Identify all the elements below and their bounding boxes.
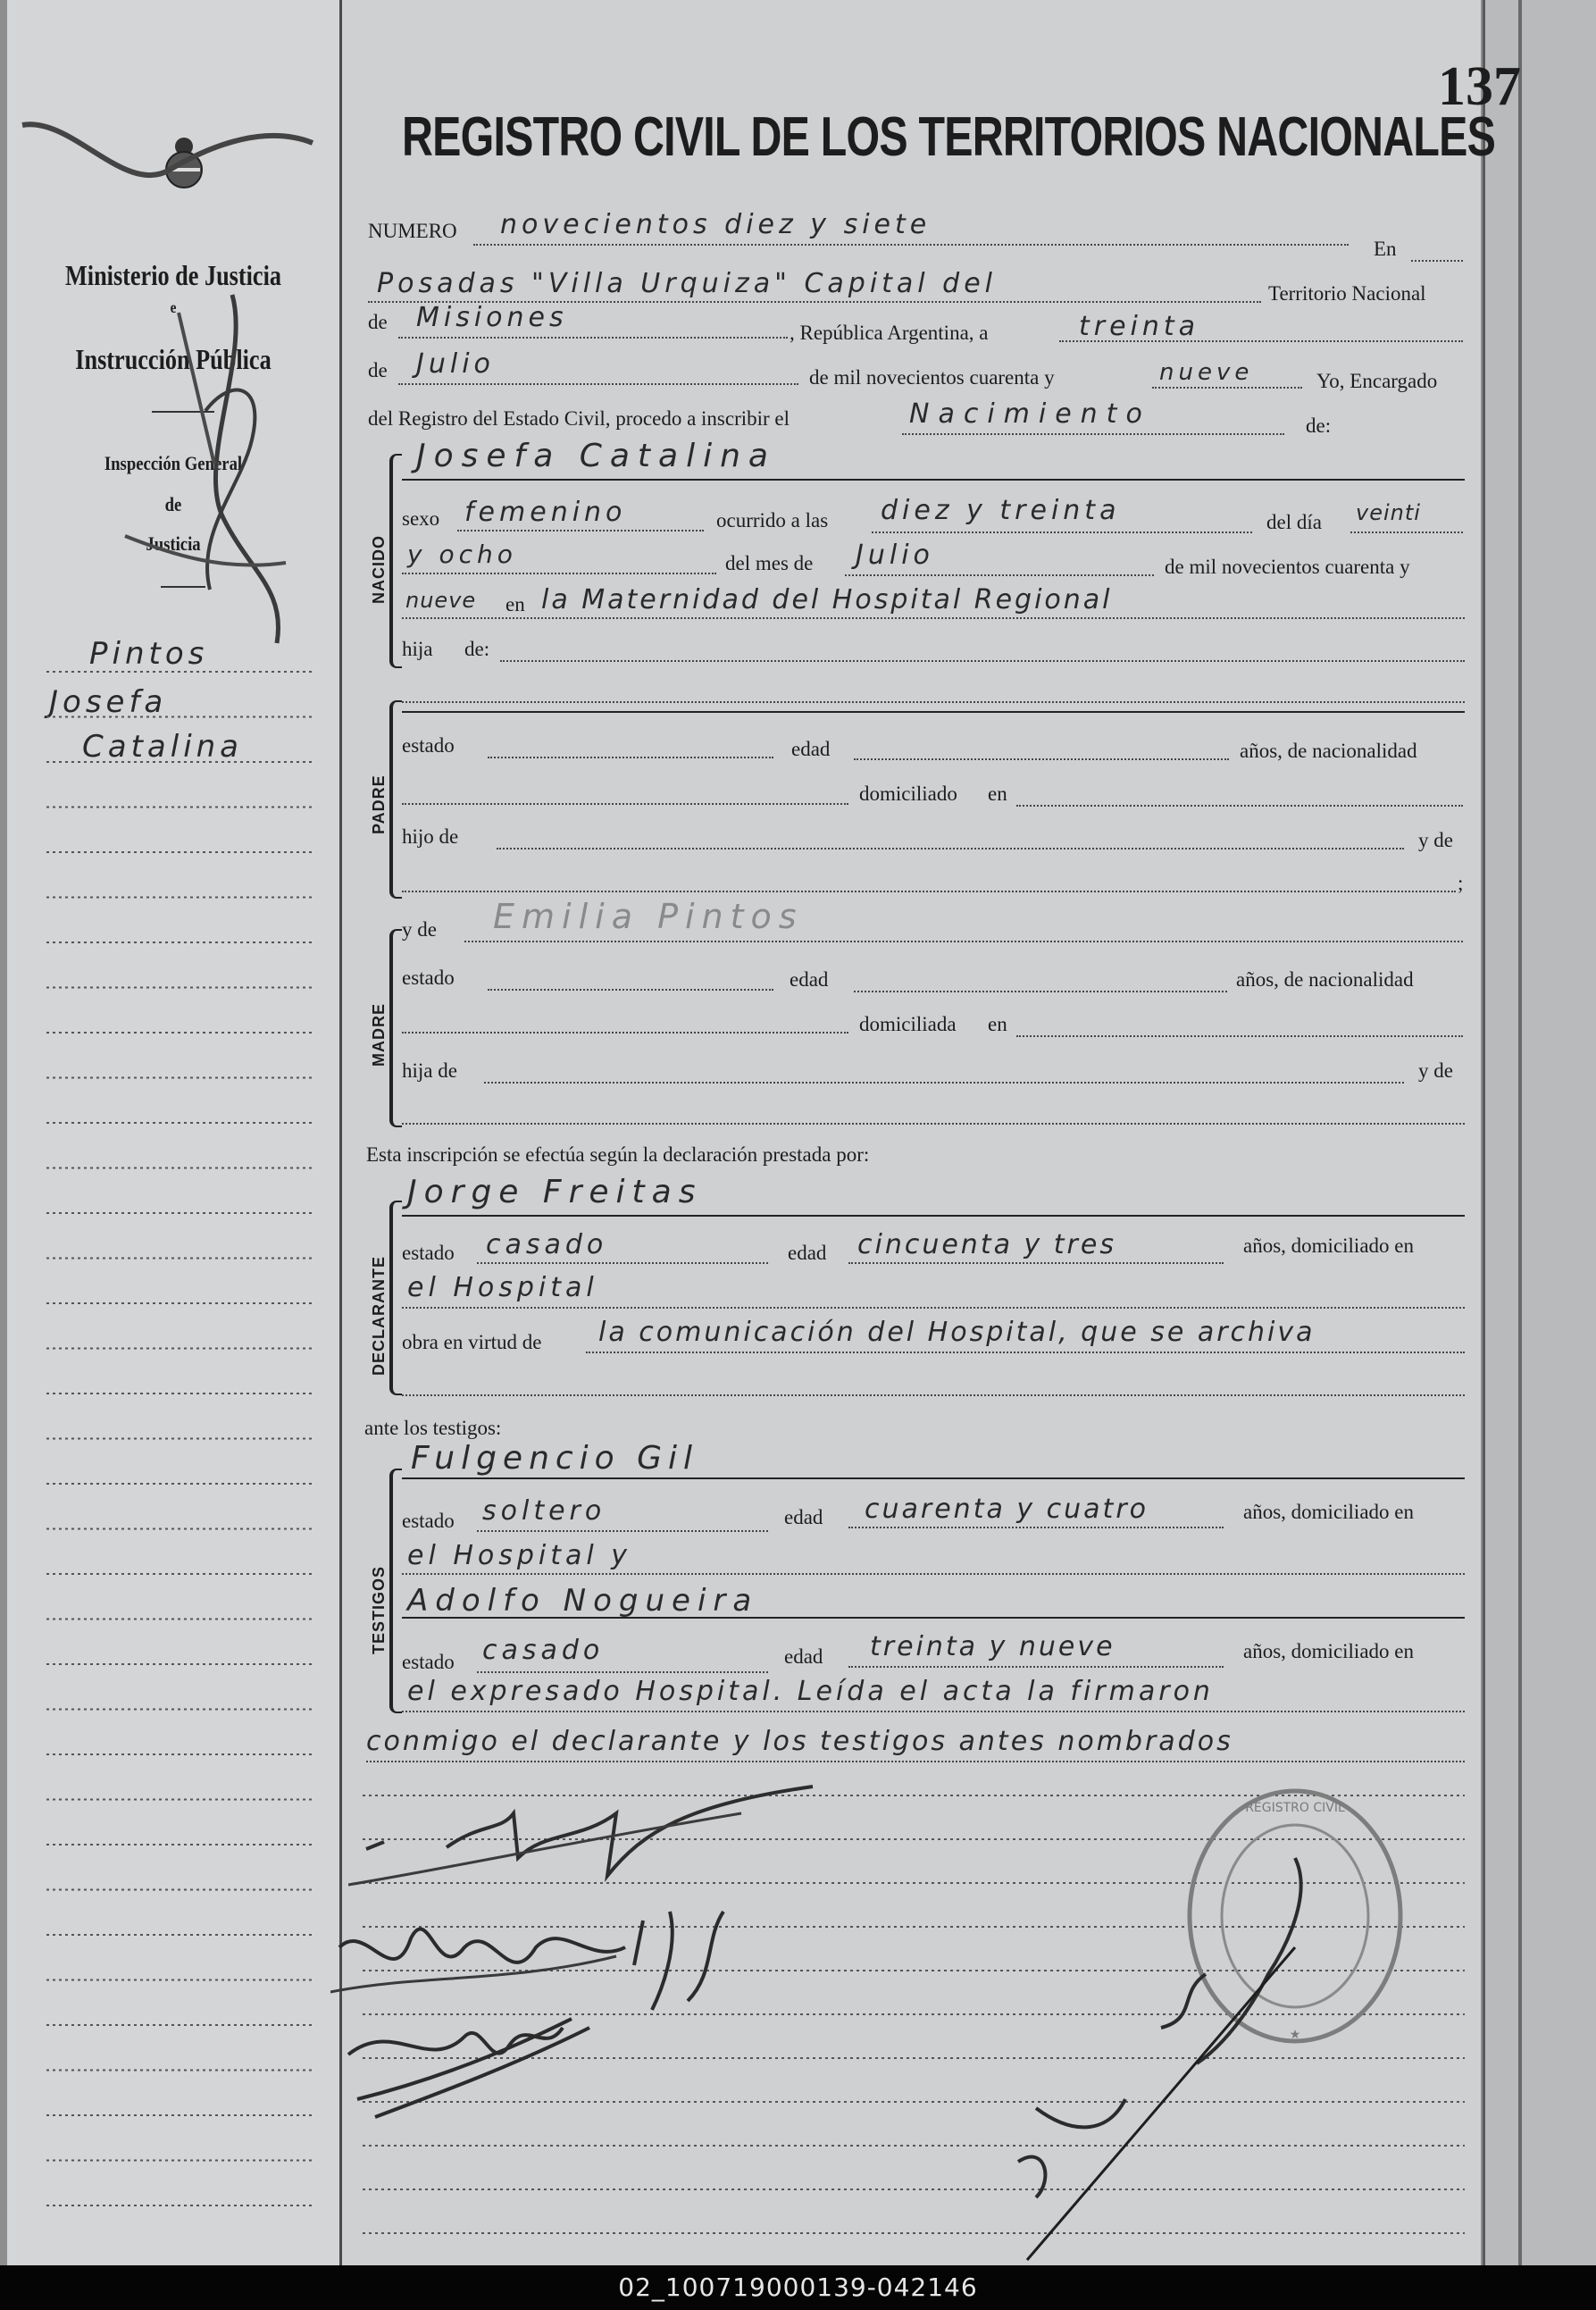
madre-estado-dots <box>488 988 773 991</box>
declarante-edad-label: edad <box>788 1242 827 1264</box>
stub-ministry-line2: Instrucción Pública <box>75 343 272 375</box>
nacido-name-value: Josefa Catalina <box>416 438 776 474</box>
stub-ministry-and: e <box>170 298 177 316</box>
padre-edad-dots <box>854 757 1229 760</box>
padre-dom-dots <box>402 802 848 805</box>
page-title: REGISTRO CIVIL DE LOS TERRITORIOS NACIONALES <box>402 106 1496 168</box>
padre-hijo-dots <box>497 847 1404 850</box>
de3-label: de: <box>1306 414 1332 437</box>
padre-bracket <box>389 700 402 899</box>
testigo2-estado-label: estado <box>402 1651 455 1673</box>
place-value: Posadas "Villa Urquiza" Capital del <box>377 268 998 299</box>
declarante-obra-dots <box>586 1351 1465 1353</box>
padre-edad-label: edad <box>791 738 831 760</box>
testigos-intro: ante los testigos: <box>364 1417 502 1439</box>
padre-estado-label: estado <box>402 734 455 757</box>
testigo1-edad-label: edad <box>784 1506 823 1528</box>
stub-margin-name-1: Pintos <box>89 636 209 672</box>
nacido-place-value: la Maternidad del Hospital Regional <box>541 584 1113 615</box>
nacido-day-value-a: veinti <box>1356 500 1421 525</box>
sexo-dots <box>457 529 704 531</box>
testigo2-edad-value: treinta y nueve <box>870 1631 1116 1662</box>
stub-inspection-line2: de <box>164 493 182 515</box>
de2-label: de <box>368 359 388 381</box>
testigo1-anos-label: años, domiciliado en <box>1243 1501 1414 1523</box>
madre-estado-label: estado <box>402 967 455 989</box>
testigo1-domicilio-value: el Hospital y <box>407 1540 632 1571</box>
padre-domiciliado-label: domiciliado <box>859 783 957 805</box>
madre-domiciliada-label: domiciliada <box>859 1013 957 1035</box>
padre-section-label: PADRE <box>370 774 388 834</box>
testigo1-edad-dots <box>848 1526 1224 1528</box>
month-dots <box>398 382 798 385</box>
nacido-rule-2 <box>402 711 1465 713</box>
declarante-anos-label: años, domiciliado en <box>1243 1235 1414 1257</box>
act-type-value: Nacimiento <box>909 398 1151 430</box>
barcode-text: 02_100719000139-042146 <box>618 2272 978 2302</box>
sexo-label: sexo <box>402 507 440 530</box>
testigo1-estado-value: soltero <box>482 1495 606 1527</box>
testigo2-estado-dots <box>477 1670 768 1673</box>
territory-dots <box>398 336 788 339</box>
nacido-day-value-b: y ocho <box>407 540 517 569</box>
madre-hija-label: hija de <box>402 1059 457 1082</box>
declarante-name-value: Jorge Freitas <box>407 1174 703 1210</box>
declarante-bracket <box>389 1201 402 1395</box>
nacido-rule-1 <box>402 479 1465 481</box>
hour-dots <box>872 531 1252 533</box>
declarante-last-dots <box>402 1394 1465 1396</box>
testigo2-dom-dots <box>402 1710 1465 1712</box>
de-label: de <box>368 311 388 333</box>
month-value: Julio <box>416 348 495 380</box>
madre-y-de-label: y de <box>402 918 437 941</box>
declarante-edad-dots <box>848 1261 1224 1264</box>
madre-name-dots <box>464 940 1463 942</box>
testigo2-estado-value: casado <box>482 1635 605 1666</box>
territory-value: Misiones <box>416 302 568 333</box>
nacido-month-value: Julio <box>856 540 934 571</box>
padre-last-dots <box>402 890 1456 892</box>
year-dots <box>1152 386 1302 389</box>
testigos-section-label: TESTIGOS <box>370 1565 388 1654</box>
madre-section-label: MADRE <box>370 1003 388 1067</box>
madre-bracket <box>389 929 402 1127</box>
del-dia-label: del día <box>1266 511 1322 533</box>
declarante-estado-value: casado <box>486 1229 608 1260</box>
testigos-rule-1 <box>402 1477 1465 1479</box>
page-edge <box>1483 0 1596 2265</box>
year-value: nueve <box>1159 359 1254 386</box>
testigo2-edad-label: edad <box>784 1645 823 1668</box>
day-dots <box>1059 339 1463 342</box>
yo-label: Yo, Encargado <box>1316 370 1438 392</box>
padre-semicolon: ; <box>1458 872 1464 894</box>
testigo2-anos-label: años, domiciliado en <box>1243 1640 1414 1662</box>
page-number: 137 <box>1438 56 1521 117</box>
declarante-section-label: DECLARANTE <box>370 1256 388 1376</box>
nacido-bracket <box>389 454 402 668</box>
nacido-section-label: NACIDO <box>370 535 388 604</box>
testigos-rule-2 <box>402 1617 1465 1619</box>
madre-hija-dots <box>484 1081 1404 1084</box>
declarante-domicilio-value: el Hospital <box>407 1272 598 1303</box>
madre-y-de2-label: y de <box>1418 1059 1453 1082</box>
hija-label: hija <box>402 638 433 660</box>
madre-en-dots <box>1016 1034 1463 1037</box>
mes-label: del mes de <box>725 552 814 574</box>
testigo2-edad-dots <box>848 1665 1224 1668</box>
mil-label: de mil novecientos cuarenta y <box>809 366 1055 389</box>
testigo1-dom-dots <box>402 1572 1465 1575</box>
declarante-edad-value: cincuenta y tres <box>857 1229 1116 1260</box>
stub-margin-name-2: Josefa <box>49 684 168 720</box>
registro-label: del Registro del Estado Civil, procedo a inscribir el <box>368 407 790 430</box>
testigo2-domicilio-value: el expresado Hospital. Leída el acta la firmaron <box>407 1676 1214 1707</box>
declarante-obra-value: la comunicación del Hospital, que se archiva <box>598 1317 1316 1348</box>
testigo1-estado-label: estado <box>402 1510 455 1532</box>
closing-dots <box>366 1760 1465 1762</box>
testigos-bracket <box>389 1469 402 1713</box>
sexo-value: femenino <box>464 497 627 528</box>
madre-anos-label: años, de nacionalidad <box>1236 968 1414 991</box>
numero-value: novecientos diez y siete <box>500 209 932 240</box>
stub-inspection-line3: Justicia <box>146 532 201 555</box>
en-dots <box>1411 259 1463 262</box>
declarante-rule <box>402 1215 1465 1217</box>
madre-last-dots <box>402 1122 1465 1125</box>
madre-edad-dots <box>854 990 1227 992</box>
svg-text:★: ★ <box>1289 2028 1301 2042</box>
padre-en-dots <box>1016 804 1463 807</box>
nacido-place-dots <box>402 616 1465 619</box>
day-value: treinta <box>1079 311 1200 342</box>
testigo2-name-value: Adolfo Nogueira <box>407 1583 759 1619</box>
testigo1-estado-dots <box>477 1529 768 1532</box>
declarante-estado-dots <box>477 1261 768 1264</box>
declarante-obra-label: obra en virtud de <box>402 1331 542 1353</box>
nacido-en-label: en <box>506 593 525 615</box>
testigo1-edad-value: cuarenta y cuatro <box>865 1494 1149 1525</box>
padre-y-de-label: y de <box>1418 829 1453 851</box>
padre-en-label: en <box>988 783 1007 805</box>
day-b-dots <box>402 572 716 574</box>
territorio-label: Territorio Nacional <box>1268 282 1426 305</box>
declarante-estado-label: estado <box>402 1242 455 1264</box>
declarante-dom-dots <box>402 1306 1465 1309</box>
madre-dom-dots <box>402 1031 848 1034</box>
numero-dots <box>473 243 1349 246</box>
stub-inspection-line1: Inspección General <box>104 452 243 474</box>
day-a-dots <box>1350 531 1463 533</box>
nacido-mil-label: de mil novecientos cuarenta y <box>1165 556 1410 578</box>
hija-dots <box>500 659 1465 662</box>
republica-label: , República Argentina, a <box>790 322 989 344</box>
hija-de-label: de: <box>464 638 490 660</box>
nacido-extra-dots <box>402 700 1465 703</box>
hour-value: diez y treinta <box>881 495 1121 526</box>
declaration-intro: Esta inscripción se efectúa según la declaración prestada por: <box>366 1143 870 1166</box>
madre-en-label: en <box>988 1013 1007 1035</box>
testigo1-name-value: Fulgencio Gil <box>411 1440 699 1477</box>
padre-hijo-label: hijo de <box>402 825 459 848</box>
closing-line: conmigo el declarante y los testigos antes nombrados <box>366 1726 1233 1757</box>
act-type-dots <box>902 432 1284 435</box>
madre-edad-label: edad <box>790 968 829 991</box>
stub-margin-name-3: Catalina <box>82 729 244 765</box>
nacido-month-dots <box>845 573 1154 576</box>
nacido-year-value: nueve <box>405 588 477 613</box>
binding-line <box>1518 0 1522 2265</box>
stub-ministry-line1: Ministerio de Justicia <box>65 259 281 291</box>
padre-estado-dots <box>488 756 773 758</box>
en-label: En <box>1374 238 1397 260</box>
svg-text:REGISTRO CIVIL: REGISTRO CIVIL <box>1245 1801 1345 1815</box>
numero-label: NUMERO <box>368 220 457 242</box>
madre-name-value: Emilia Pintos <box>493 897 804 936</box>
ocurrido-label: ocurrido a las <box>716 509 829 531</box>
padre-anos-label: años, de nacionalidad <box>1240 740 1417 762</box>
